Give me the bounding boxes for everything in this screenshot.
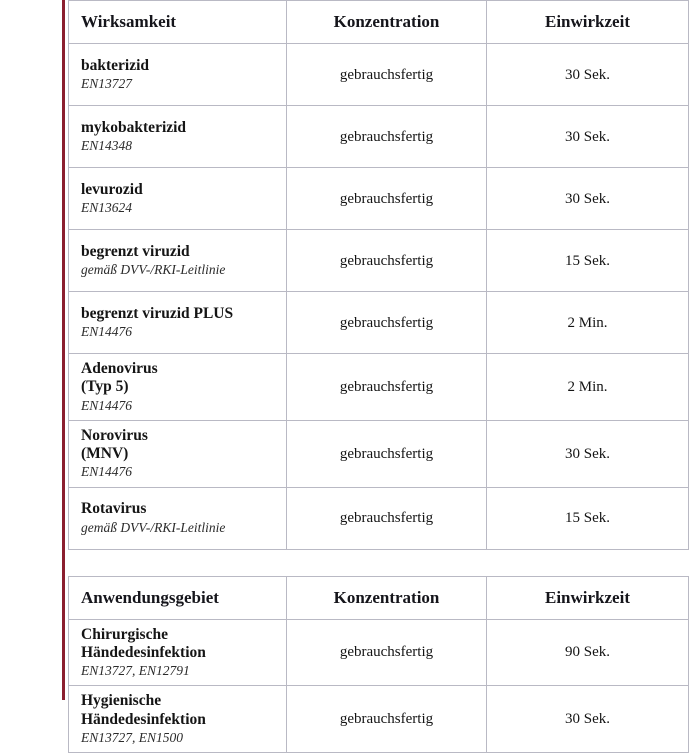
row-concentration-cell xyxy=(287,354,487,421)
row-label-cell xyxy=(69,168,287,230)
row-name: Chirurgische xyxy=(81,626,276,644)
row-time-cell xyxy=(487,168,689,230)
row-time: 30 Sek. xyxy=(565,191,610,207)
row-label-cell xyxy=(69,230,287,292)
row-time-cell xyxy=(487,230,689,292)
row-concentration-cell xyxy=(287,686,487,753)
row-time: 15 Sek. xyxy=(565,253,610,269)
row-name: Hygienische xyxy=(81,692,276,710)
column-header-anwendungsgebiet: Anwendungsgebiet xyxy=(69,576,287,619)
row-time: 30 Sek. xyxy=(565,67,610,83)
row-name: begrenzt viruzid xyxy=(81,243,276,261)
row-concentration-cell xyxy=(287,106,487,168)
table-row xyxy=(69,106,689,168)
row-concentration-cell xyxy=(287,292,487,354)
row-time-cell xyxy=(487,686,689,753)
table-row xyxy=(69,686,689,753)
row-name: mykobakterizid xyxy=(81,119,276,137)
column-header-konzentration: Konzentration xyxy=(287,1,487,44)
table-row xyxy=(69,168,689,230)
row-time: 15 Sek. xyxy=(565,510,610,526)
row-name-line2: Händedesinfektion xyxy=(81,711,276,729)
row-time-cell xyxy=(487,292,689,354)
row-label-cell xyxy=(69,420,287,487)
table-row xyxy=(69,44,689,106)
row-concentration-cell xyxy=(287,619,487,686)
row-name-line2: Händedesinfektion xyxy=(81,644,276,662)
left-accent-rule xyxy=(62,0,65,700)
row-standard: EN14476 xyxy=(81,324,276,340)
application-table xyxy=(68,576,689,753)
table-row xyxy=(69,354,689,421)
row-concentration: gebrauchsfertig xyxy=(340,510,433,526)
row-name: bakterizid xyxy=(81,57,276,75)
row-name-line2: (Typ 5) xyxy=(81,378,276,396)
row-concentration-cell xyxy=(287,420,487,487)
table-spacer xyxy=(68,550,700,576)
table-row xyxy=(69,292,689,354)
row-name: Norovirus xyxy=(81,427,276,445)
row-label-cell xyxy=(69,619,287,686)
row-label-cell xyxy=(69,106,287,168)
row-standard: gemäß DVV-/RKI-Leitlinie xyxy=(81,520,276,536)
tables-container xyxy=(68,0,700,753)
row-label-cell xyxy=(69,44,287,106)
row-concentration: gebrauchsfertig xyxy=(340,644,433,660)
row-standard: EN14348 xyxy=(81,138,276,154)
row-time-cell xyxy=(487,420,689,487)
row-concentration: gebrauchsfertig xyxy=(340,191,433,207)
row-standard: gemäß DVV-/RKI-Leitlinie xyxy=(81,262,276,278)
row-name: Rotavirus xyxy=(81,500,276,518)
row-time: 30 Sek. xyxy=(565,446,610,462)
table-row xyxy=(69,230,689,292)
row-concentration-cell xyxy=(287,168,487,230)
efficacy-table xyxy=(68,0,689,550)
row-name-line2: (MNV) xyxy=(81,445,276,463)
row-concentration: gebrauchsfertig xyxy=(340,711,433,727)
row-time-cell xyxy=(487,487,689,549)
row-standard: EN13624 xyxy=(81,200,276,216)
row-time: 90 Sek. xyxy=(565,644,610,660)
row-concentration-cell xyxy=(287,230,487,292)
row-time: 2 Min. xyxy=(567,379,607,395)
table-row xyxy=(69,619,689,686)
row-concentration-cell xyxy=(287,487,487,549)
row-concentration: gebrauchsfertig xyxy=(340,67,433,83)
row-time: 30 Sek. xyxy=(565,711,610,727)
table-row xyxy=(69,487,689,549)
row-standard: EN13727, EN1500 xyxy=(81,730,276,746)
row-label-cell xyxy=(69,487,287,549)
application-table-body xyxy=(69,619,689,753)
application-table-head xyxy=(69,576,689,619)
column-header-wirksamkeit: Wirksamkeit xyxy=(69,1,287,44)
efficacy-table-body xyxy=(69,44,689,550)
row-time-cell xyxy=(487,44,689,106)
column-header-einwirkzeit: Einwirkzeit xyxy=(487,1,689,44)
row-standard: EN13727 xyxy=(81,76,276,92)
row-label-cell xyxy=(69,354,287,421)
row-time-cell xyxy=(487,619,689,686)
row-concentration: gebrauchsfertig xyxy=(340,253,433,269)
row-name: Adenovirus xyxy=(81,360,276,378)
row-concentration-cell xyxy=(287,44,487,106)
table-header-row xyxy=(69,1,689,44)
row-label-cell xyxy=(69,292,287,354)
row-time-cell xyxy=(487,354,689,421)
row-concentration: gebrauchsfertig xyxy=(340,379,433,395)
row-name: begrenzt viruzid PLUS xyxy=(81,305,276,323)
row-time: 2 Min. xyxy=(567,315,607,331)
row-concentration: gebrauchsfertig xyxy=(340,315,433,331)
row-standard: EN14476 xyxy=(81,464,276,480)
row-time-cell xyxy=(487,106,689,168)
table-row xyxy=(69,420,689,487)
row-concentration: gebrauchsfertig xyxy=(340,446,433,462)
column-header-konzentration: Konzentration xyxy=(287,576,487,619)
row-standard: EN14476 xyxy=(81,398,276,414)
row-label-cell xyxy=(69,686,287,753)
row-standard: EN13727, EN12791 xyxy=(81,663,276,679)
table-header-row xyxy=(69,576,689,619)
row-time: 30 Sek. xyxy=(565,129,610,145)
efficacy-table-head xyxy=(69,1,689,44)
row-name: levurozid xyxy=(81,181,276,199)
row-concentration: gebrauchsfertig xyxy=(340,129,433,145)
column-header-einwirkzeit: Einwirkzeit xyxy=(487,576,689,619)
